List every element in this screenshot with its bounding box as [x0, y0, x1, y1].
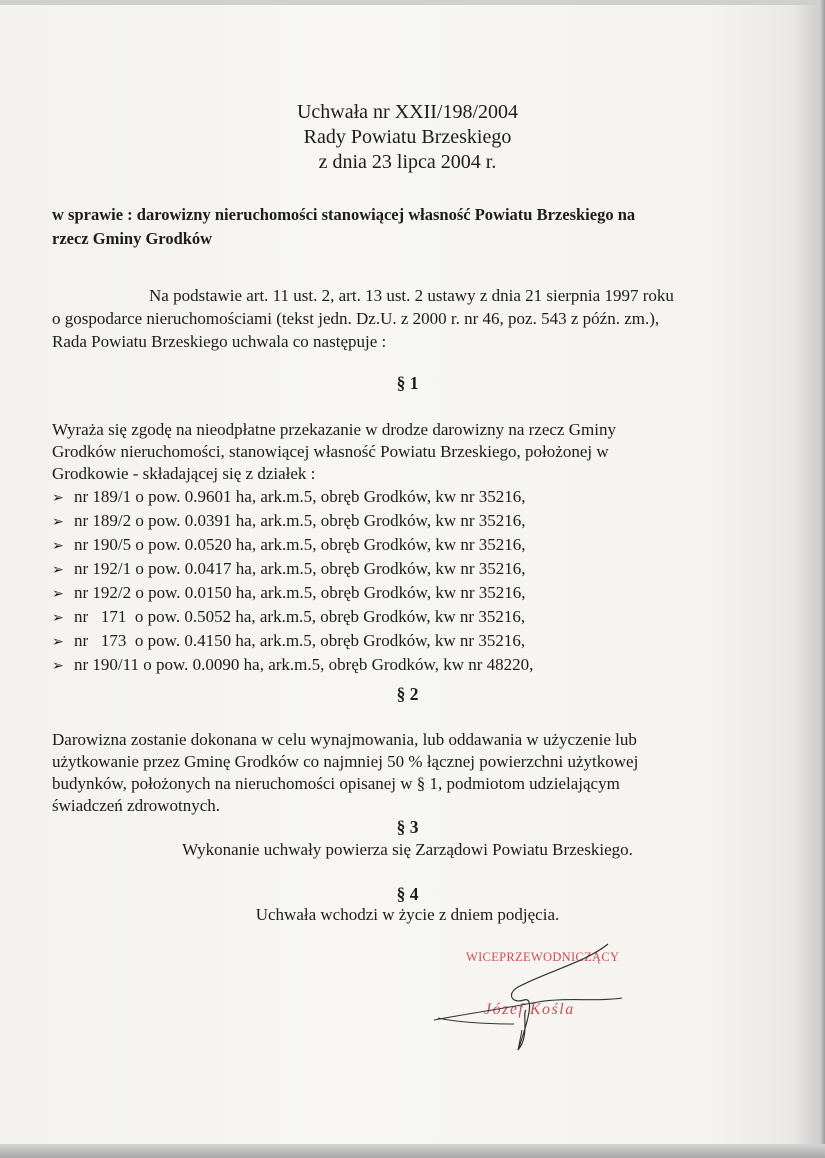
scan-top-edge	[0, 0, 825, 5]
section-2-text	[52, 729, 764, 817]
list-item: ➢ nr 190/5 o pow. 0.0520 ha, ark.m.5, obręb Grodków, kw nr 35216,	[52, 534, 764, 558]
parcel-list	[52, 486, 764, 678]
arrow-bullet-icon: ➢	[52, 659, 64, 674]
resolution-header	[0, 100, 815, 175]
arrow-bullet-icon: ➢	[52, 515, 64, 530]
resolution-number: Uchwała nr XXII/198/2004	[296, 101, 519, 123]
section-1-line-3: Grodkowie - składającej się z działek :	[52, 464, 316, 483]
section-4-text: Uchwała wchodzi w życie z dniem podjęcia.	[255, 905, 560, 924]
section-1-text	[52, 419, 764, 485]
council-name: Rady Powiatu Brzeskiego	[303, 126, 512, 148]
subject-line-2: rzecz Gminy Grodków	[52, 229, 213, 248]
list-item: ➢ nr 173 o pow. 0.4150 ha, ark.m.5, obręb Grodków, kw nr 35216,	[52, 630, 764, 654]
legal-basis	[52, 284, 764, 353]
arrow-bullet-icon: ➢	[52, 635, 64, 650]
arrow-bullet-icon: ➢	[52, 611, 64, 626]
list-item: ➢ nr 192/1 o pow. 0.0417 ha, ark.m.5, obręb Grodków, kw nr 35216,	[52, 558, 764, 582]
arrow-bullet-icon: ➢	[52, 491, 64, 506]
signature-title: WICEPRZEWODNICZĄCY	[466, 950, 620, 964]
arrow-bullet-icon: ➢	[52, 539, 64, 554]
section-2-line-3: budynków, położonych na nieruchomości opisanej w § 1, podmiotom udzielającym	[52, 774, 620, 793]
signature-name: Józef Kośla	[484, 1001, 575, 1018]
list-item: ➢ nr 190/11 o pow. 0.0090 ha, ark.m.5, obręb Grodków, kw nr 48220,	[52, 654, 764, 678]
handwritten-signature-icon	[426, 932, 656, 1062]
section-2-line-1: Darowizna zostanie dokonana w celu wynajmowania, lub oddawania w użyczenie lub	[52, 730, 637, 749]
scan-bottom-edge	[0, 1144, 825, 1158]
resolution-date: z dnia 23 lipca 2004 r.	[318, 151, 497, 173]
section-4-mark: § 4	[396, 884, 419, 904]
section-3-mark: § 3	[396, 817, 419, 837]
list-item: ➢ nr 189/2 o pow. 0.0391 ha, ark.m.5, obręb Grodków, kw nr 35216,	[52, 510, 764, 534]
scan-right-edge	[819, 0, 825, 1158]
list-item: ➢ nr 171 o pow. 0.5052 ha, ark.m.5, obręb Grodków, kw nr 35216,	[52, 606, 764, 630]
section-1-mark: § 1	[396, 373, 419, 393]
section-2-mark: § 2	[396, 684, 419, 704]
section-2-line-2: użytkowanie przez Gminę Grodków co najmniej 50 % łącznej powierzchni użytkowej	[52, 752, 639, 771]
section-1-line-2: Grodków nieruchomości, stanowiącej własność Powiatu Brzeskiego, położonej w	[52, 442, 609, 461]
subject-line-1: w sprawie : darowizny nieruchomości stanowiącej własność Powiatu Brzeskiego na	[52, 205, 636, 224]
basis-line-3: Rada Powiatu Brzeskiego uchwala co następuje :	[52, 332, 387, 351]
list-item: ➢ nr 189/1 o pow. 0.9601 ha, ark.m.5, obręb Grodków, kw nr 35216,	[52, 486, 764, 510]
basis-line-1: Na podstawie art. 11 ust. 2, art. 13 ust. 2 ustawy z dnia 21 sierpnia 1997 roku	[149, 286, 674, 305]
section-2-line-4: świadczeń zdrowotnych.	[52, 796, 221, 815]
resolution-subject	[52, 203, 752, 251]
list-item: ➢ nr 192/2 o pow. 0.0150 ha, ark.m.5, obręb Grodków, kw nr 35216,	[52, 582, 764, 606]
arrow-bullet-icon: ➢	[52, 587, 64, 602]
arrow-bullet-icon: ➢	[52, 563, 64, 578]
section-3-text: Wykonanie uchwały powierza się Zarządowi Powiatu Brzeskiego.	[182, 840, 633, 859]
signature-block	[426, 932, 656, 1062]
basis-line-2: o gospodarce nieruchomościami (tekst jedn. Dz.U. z 2000 r. nr 46, poz. 543 z późn. zm.),	[52, 309, 660, 328]
section-1-line-1: Wyraża się zgodę na nieodpłatne przekazanie w drodze darowizny na rzecz Gminy	[52, 420, 616, 439]
